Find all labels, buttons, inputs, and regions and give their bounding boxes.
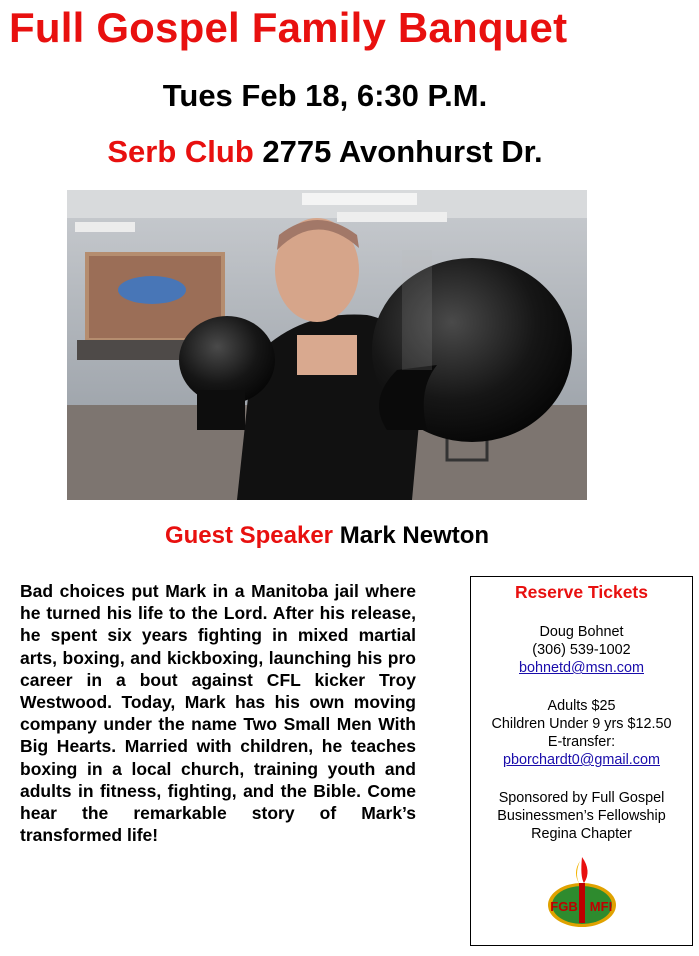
speaker-prefix: Guest Speaker (164, 522, 334, 549)
child-price: Children Under 9 yrs $12.50 (491, 716, 672, 732)
contact-email-link[interactable]: bohnetd@msn.com (519, 660, 644, 676)
sponsor-line-2: Businessmen’s Fellowship (497, 808, 666, 824)
boxer-photo-illustration (67, 190, 587, 500)
logo-text-left: FGB (549, 899, 578, 914)
logo-text-right: MFI (589, 899, 612, 914)
contact-block (471, 623, 692, 677)
event-venue (0, 134, 650, 170)
sponsor-line-3: Regina Chapter (531, 826, 632, 842)
speaker-bio: Bad choices put Mark in a Manitoba jail where he turned his life to the Lord. After his release, he spent six years fighting in mixed martial arts, boxing, and kickboxing, launching his pro career in a bout against CFL kicker Troy Westwood. Today, Mark has his own moving company under the name Two Small Men With Big Hearts. Married with children, he teaches boxing in a local church, training youth and adults in fitness, fighting, and the Bible. Come hear the remarkable story of Mark’s transformed life! (20, 581, 416, 846)
contact-name: Doug Bohnet (539, 624, 624, 640)
guest-speaker-line (0, 522, 654, 550)
reserve-tickets-box (470, 576, 693, 946)
venue-address: 2775 Avonhurst Dr. (262, 134, 543, 169)
speaker-name: Mark Newton (339, 522, 490, 549)
reserve-tickets-heading: Reserve Tickets (515, 582, 648, 602)
event-date: Tues Feb 18, 6:30 P.M. (162, 78, 488, 113)
banquet-title: Full Gospel Family Banquet (9, 4, 568, 51)
adult-price: Adults $25 (547, 698, 616, 714)
etransfer-label: E-transfer: (547, 734, 616, 750)
venue-name: Serb Club (107, 134, 254, 169)
speaker-photo (67, 190, 587, 500)
sponsor-line-1: Sponsored by Full Gospel (498, 790, 665, 806)
price-block (471, 697, 692, 769)
fgbmfi-logo-icon (544, 853, 620, 931)
contact-phone: (306) 539-1002 (532, 642, 631, 658)
etransfer-email-link[interactable]: pborchardt0@gmail.com (503, 752, 660, 768)
sponsor-block (471, 789, 692, 843)
